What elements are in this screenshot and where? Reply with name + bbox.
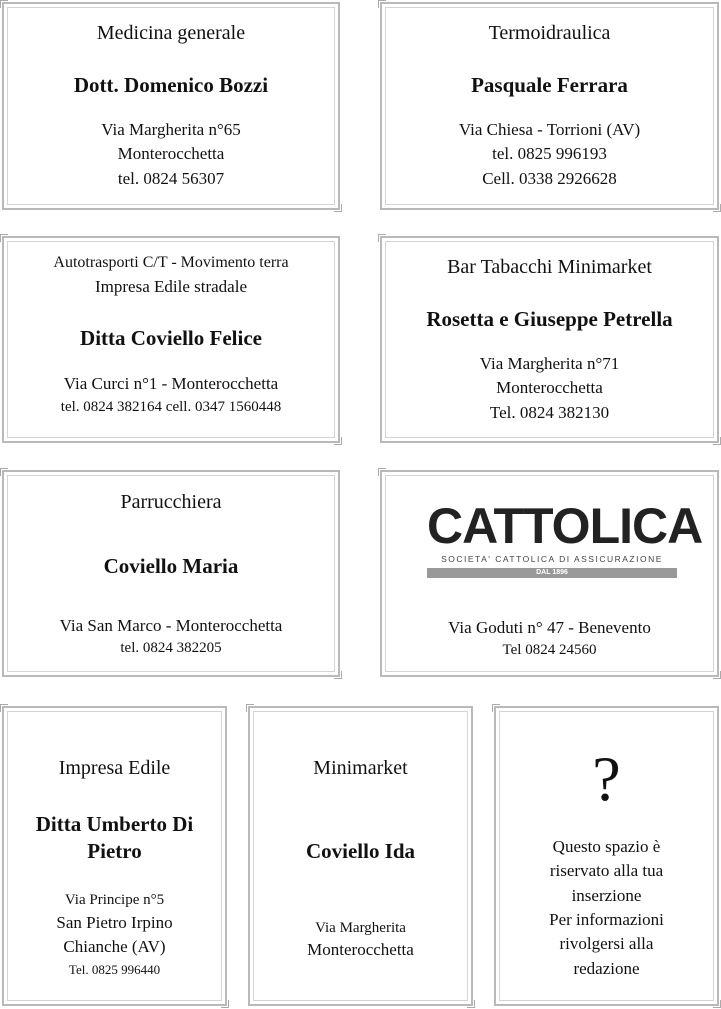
card-name: Coviello Maria bbox=[103, 554, 239, 578]
card-name: Coviello Ida bbox=[305, 839, 416, 863]
cattolica-logo bbox=[427, 498, 703, 584]
card-category: Bar Tabacchi Minimarket bbox=[447, 256, 652, 278]
card-address: Via Margherita bbox=[315, 920, 406, 936]
ad-card-cattolica bbox=[380, 470, 719, 677]
ad-card-impresa-edile bbox=[2, 706, 227, 1006]
ad-card-termoidraulica bbox=[380, 2, 719, 210]
card-address: Via Curci n°1 - Monterocchetta bbox=[63, 374, 279, 393]
card-phone: Tel. 0825 996440 bbox=[68, 962, 161, 977]
reserved-text-5: rivolgersi alla bbox=[559, 934, 654, 953]
card-town: Monterocchetta bbox=[307, 940, 414, 959]
card-address: Via Principe n°5 bbox=[64, 892, 165, 908]
question-mark-icon: ? bbox=[592, 743, 621, 814]
reserved-text-4: Per informazioni bbox=[549, 910, 664, 929]
card-category-2: Impresa Edile stradale bbox=[95, 277, 247, 296]
reserved-text-1: Questo spazio è bbox=[552, 837, 661, 856]
card-town: Monterocchetta bbox=[496, 378, 603, 397]
card-name-2: Pietro bbox=[87, 839, 142, 863]
card-town-2: Chianche (AV) bbox=[63, 937, 166, 956]
ad-card-minimarket bbox=[248, 706, 473, 1006]
logo-since-bar: DAL 1896 bbox=[427, 568, 677, 578]
card-name: Dott. Domenico Bozzi bbox=[73, 73, 269, 97]
card-town: San Pietro Irpino bbox=[56, 913, 173, 932]
reserved-text-2: riservato alla tua bbox=[549, 861, 664, 880]
card-address: Via Margherita n°65 bbox=[101, 120, 241, 139]
card-address: Via San Marco - Monterocchetta bbox=[59, 616, 283, 635]
card-cell: Cell. 0338 2926628 bbox=[482, 169, 617, 188]
card-phone: tel. 0824 382205 bbox=[120, 640, 222, 656]
reserved-text-3: inserzione bbox=[571, 886, 642, 905]
card-address: Via Chiesa - Torrioni (AV) bbox=[458, 120, 641, 139]
card-phone: Tel. 0824 382130 bbox=[489, 403, 610, 422]
card-phone: tel. 0824 56307 bbox=[117, 169, 225, 188]
ad-card-reserved-space bbox=[494, 706, 719, 1006]
card-phone: tel. 0824 382164 cell. 0347 1560448 bbox=[60, 399, 282, 415]
card-phone: Tel 0824 24560 bbox=[502, 642, 597, 658]
card-category: Autotrasporti C/T - Movimento terra bbox=[53, 254, 289, 271]
card-category: Medicina generale bbox=[96, 22, 246, 44]
card-name: Ditta Coviello Felice bbox=[80, 326, 262, 350]
logo-subtitle: SOCIETA' CATTOLICA DI ASSICURAZIONE bbox=[441, 554, 663, 564]
ad-card-medicina bbox=[2, 2, 340, 210]
card-category: Parrucchiera bbox=[120, 491, 222, 513]
logo-wordmark: CATTOLICA bbox=[427, 498, 703, 554]
card-address: Via Goduti n° 47 - Benevento bbox=[448, 618, 651, 637]
ad-card-autotrasporti bbox=[2, 236, 340, 443]
card-name: Pasquale Ferrara bbox=[471, 73, 628, 97]
card-name: Rosetta e Giuseppe Petrella bbox=[426, 307, 673, 331]
card-town: Monterocchetta bbox=[117, 144, 225, 163]
reserved-text-6: redazione bbox=[573, 959, 640, 978]
card-category: Impresa Edile bbox=[58, 757, 171, 779]
card-category: Termoidraulica bbox=[488, 22, 611, 44]
card-category: Minimarket bbox=[313, 757, 408, 779]
ad-card-bar-tabacchi bbox=[380, 236, 719, 443]
card-phone: tel. 0825 996193 bbox=[492, 144, 607, 163]
card-address: Via Margherita n°71 bbox=[479, 354, 620, 373]
card-name: Ditta Umberto Di bbox=[35, 812, 194, 836]
ad-card-parrucchiera bbox=[2, 470, 340, 677]
